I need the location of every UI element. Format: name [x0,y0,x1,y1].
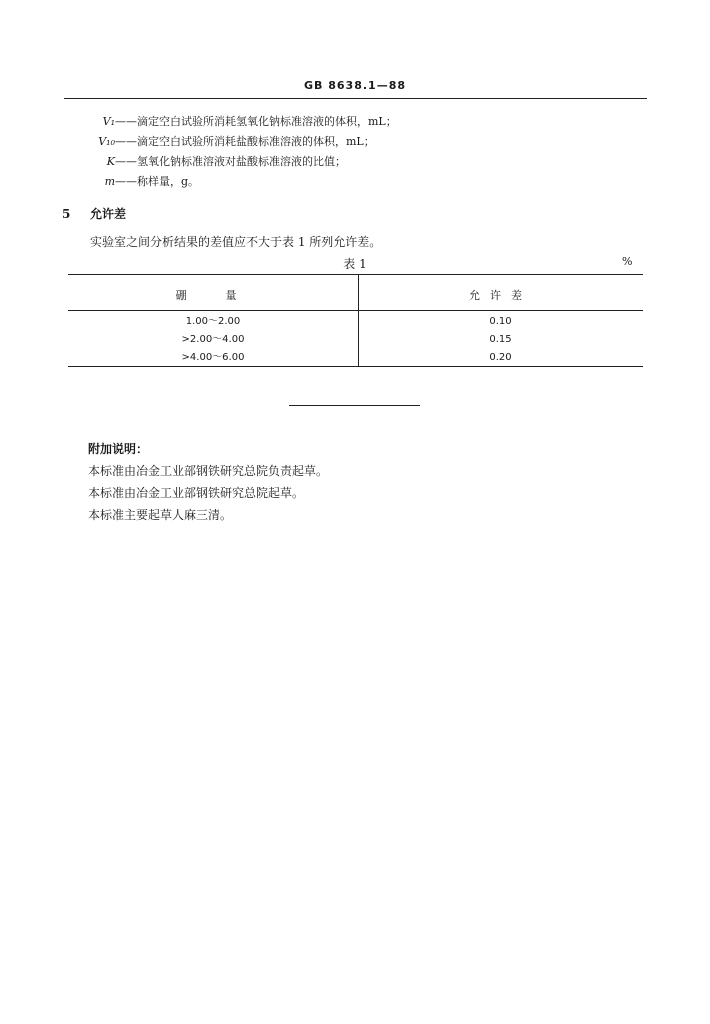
standard-code-header: GB 8638.1—88 [304,79,406,92]
table-row [68,349,643,367]
table-body [68,313,643,367]
variable-row [95,152,397,172]
variable-symbol: V₁ [102,115,115,128]
variable-symbol: m [104,175,115,188]
section-paragraph: 实验室之间分析结果的差值应不大于表 1 所列允许差。 [90,235,382,249]
variable-dash: —— [115,135,137,148]
variable-definitions [95,112,397,192]
table-top-rule [68,274,643,275]
table-cell-tolerance: 0.20 [489,352,512,363]
table-unit: % [622,255,633,268]
additional-notes [88,438,328,526]
table-header-tolerance: 允许差 [469,289,532,302]
table-header-rule [68,310,643,311]
variable-symbol: V₁₀ [98,135,115,148]
header-rule [64,98,647,99]
section-title: 允许差 [90,207,127,221]
note-line: 本标准由冶金工业部钢铁研究总院负责起草。 [88,464,329,478]
table-cell-tolerance: 0.10 [489,316,512,327]
variable-row [95,112,397,132]
section-heading [62,205,126,222]
table-cell-content: >2.00～4.00 [181,334,245,345]
table-caption: 表 1 [343,257,367,271]
table-header-content: 硼 量 [175,289,251,302]
variable-definition: 滴定空白试验所消耗氢氧化钠标准溶液的体积，mL； [137,115,397,128]
variable-definition: 滴定空白试验所消耗盐酸标准溶液的体积，mL； [137,135,375,148]
variable-dash: —— [115,155,137,168]
variable-definition: 称样量，g。 [137,175,200,188]
end-separator-rule [289,405,420,406]
table-row [68,313,643,331]
variable-symbol: K [106,155,115,168]
table-cell-content: 1.00～2.00 [185,316,241,327]
variable-row [95,132,397,152]
notes-title: 附加说明： [88,442,149,456]
variable-dash: —— [115,115,137,128]
section-number: 5 [62,207,71,221]
variable-definition: 氢氧化钠标准溶液对盐酸标准溶液的比值； [137,155,346,168]
note-line: 本标准主要起草人麻三清。 [88,508,233,522]
variable-row [95,172,397,192]
variable-dash: —— [115,175,137,188]
note-line: 本标准由冶金工业部钢铁研究总院起草。 [88,486,305,500]
table-row [68,331,643,349]
table-cell-tolerance: 0.15 [489,334,512,345]
table-cell-content: >4.00～6.00 [181,352,245,363]
